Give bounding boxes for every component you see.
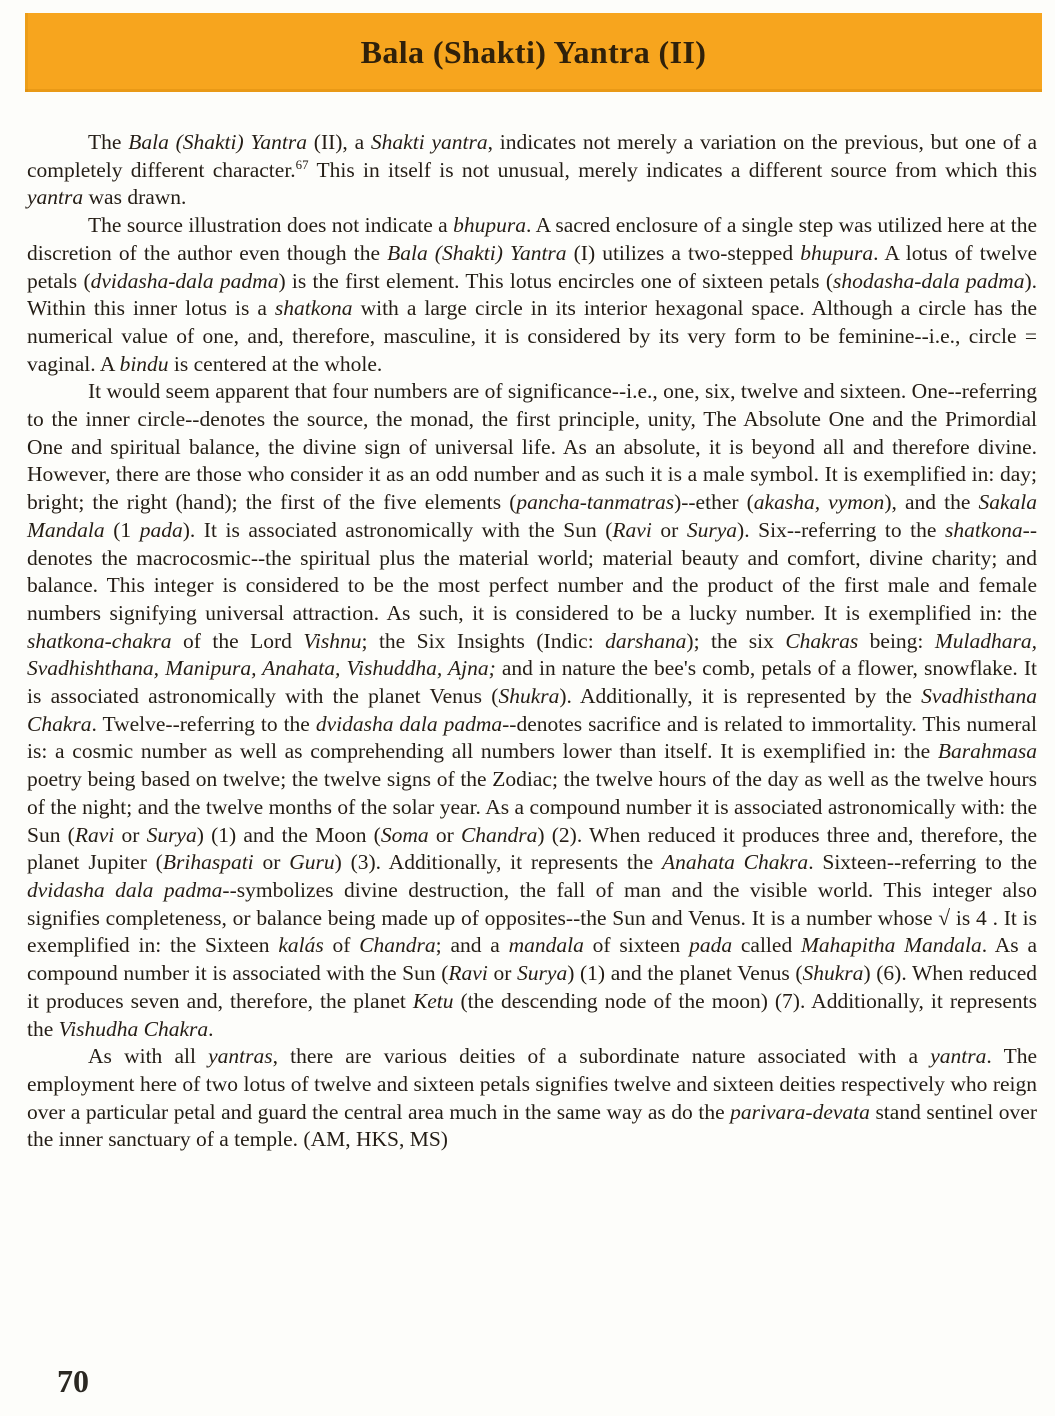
page-title: Bala (Shakti) Yantra (II) bbox=[360, 34, 707, 70]
text-run: Barahmasa bbox=[937, 739, 1037, 764]
text-run: Bala (Shakti) Yantra bbox=[128, 130, 308, 154]
text-run: --denotes the macrocosmic--the spiritual plus the material world; material beauty and comfort, divine charity; and balance. This integer is considered to be the most perfect number and the product of the first male and female numbers signifying universal attraction. As such, it is considered to be a lucky number. It is exemplified in: the bbox=[27, 517, 1037, 625]
text-run: ) is the first element. This lotus encircles one of sixteen petals ( bbox=[278, 268, 834, 293]
text-run: stand sentinel over the inner sanctuary of a temple. (AM, HKS, MS) bbox=[27, 1099, 1037, 1152]
text-run: ), and the bbox=[884, 490, 979, 515]
text-run: (II), a bbox=[307, 130, 371, 154]
text-run: yantras bbox=[208, 1044, 273, 1069]
text-run: As with all bbox=[88, 1044, 209, 1069]
text-run: . bbox=[208, 1016, 214, 1041]
text-run: dvidasha dala padma bbox=[27, 877, 223, 902]
text-run: Shukra bbox=[802, 961, 864, 986]
text-run: poetry being based on twelve; the twelve signs of the Zodiac; the twelve hours of the day as well as the twelve hours of the night; and the twelve months of the solar year. As a compound number it is associated astronomically with: the Sun ( bbox=[27, 767, 1037, 847]
text-run: --symbolizes divine destruction, the fall of man and the visible world. This integer also signifies completeness, or balance being made up of opposites--the Sun and Venus. It is a number whose √ is 4 . It is exemplified in: the Sixteen bbox=[27, 877, 1037, 958]
text-run: Bala (Shakti) Yantra bbox=[387, 240, 567, 265]
text-run: Shakti yantra bbox=[370, 130, 488, 154]
text-run: shatkona-chakra bbox=[27, 628, 172, 653]
text-run: Svadhisthana Chakra bbox=[27, 684, 1037, 736]
text-run: (the descending node of the moon) (7). Additionally, it represents the bbox=[27, 988, 1037, 1041]
text-run: or bbox=[114, 822, 147, 847]
text-run: Ketu bbox=[412, 988, 454, 1013]
text-run: called bbox=[732, 933, 801, 958]
page-number: 70 bbox=[57, 1363, 89, 1399]
paragraph bbox=[27, 378, 1037, 1043]
text-run: ; the Six Insights (Indic: bbox=[361, 628, 606, 653]
text-run: of bbox=[323, 933, 360, 958]
text-run: Guru bbox=[289, 850, 335, 875]
text-run: . A sacred enclosure of a single step was utilized here at the discretion of the author even though the bbox=[27, 213, 1037, 265]
body-text bbox=[27, 129, 1037, 1154]
text-run: darshana bbox=[605, 628, 687, 653]
text-run: Soma bbox=[380, 822, 429, 847]
text-run: ); the six bbox=[686, 628, 786, 653]
text-run: Anahata Chakra bbox=[662, 850, 809, 875]
text-run: Mahapitha Mandala bbox=[801, 933, 982, 958]
text-run: dvidasha-dala padma bbox=[90, 268, 279, 293]
text-run: ) (3). Additionally, it represents the bbox=[334, 850, 662, 875]
text-run: ) (1) and the planet Venus ( bbox=[567, 961, 803, 986]
text-run: akasha, vymon bbox=[753, 490, 885, 515]
footnote-reference: 67 bbox=[295, 157, 309, 172]
text-run: Ravi bbox=[612, 517, 652, 542]
text-run: of the Lord bbox=[171, 628, 304, 653]
text-run: Surya bbox=[146, 822, 197, 847]
text-run: This in itself is not unusual, merely indicates a different source from which this bbox=[308, 157, 1037, 182]
text-run: ) (2). When reduced it produces three and, therefore, the planet Jupiter ( bbox=[27, 822, 1037, 875]
text-run: Surya bbox=[517, 961, 568, 986]
text-run: bhupura bbox=[800, 240, 874, 265]
text-run: ; and a bbox=[435, 933, 509, 958]
text-run: or bbox=[487, 961, 518, 986]
text-run: --denotes sacrifice and is related to immortality. This numeral is: a cosmic number as well as comprehending all numbers lower than itself. It is exemplified in: the bbox=[27, 711, 1037, 764]
text-run: being: bbox=[858, 628, 935, 653]
chapter-title-banner bbox=[25, 13, 1042, 92]
text-run: , indicates not merely a variation on the previous, but one of a completely different character. bbox=[27, 130, 1037, 182]
text-run: with a large circle in its interior hexagonal space. Although a circle has the numerical value of one, and, therefore, masculine, it is considered by its very form to be feminine--i.e., circle = vaginal. A bbox=[27, 296, 1037, 376]
paragraph bbox=[27, 129, 1037, 212]
text-run: of sixteen bbox=[583, 933, 690, 958]
text-run: Vishnu bbox=[303, 628, 362, 653]
text-run: . The employment here of two lotus of twelve and sixteen petals signifies twelve and sixteen deities respectively who reign over a particular petal and guard the central area much in the same way as do the bbox=[27, 1044, 1037, 1124]
text-run: pada bbox=[139, 517, 183, 542]
text-run: yantra bbox=[930, 1044, 987, 1069]
text-run: parivara-devata bbox=[730, 1099, 870, 1124]
text-run: shodasha-dala padma bbox=[833, 268, 1025, 293]
text-run: is centered at the whole. bbox=[168, 351, 383, 376]
text-run: dvidasha dala padma bbox=[315, 711, 503, 736]
text-run: bhupura bbox=[453, 213, 526, 238]
text-run: Sakala Mandala bbox=[27, 490, 1037, 542]
text-run: was drawn. bbox=[83, 185, 187, 210]
text-run: Chandra bbox=[359, 933, 436, 958]
text-run: (I) utilizes a two-stepped bbox=[566, 240, 801, 265]
paragraph bbox=[27, 212, 1037, 378]
text-run: (1 bbox=[104, 517, 140, 542]
text-run: pancha-tanmatras bbox=[516, 490, 675, 515]
text-run: . Sixteen--referring to the bbox=[808, 850, 1038, 875]
text-run: kalás bbox=[278, 933, 324, 958]
text-run: ). Within this inner lotus is a bbox=[27, 268, 1037, 321]
text-run: Shukra bbox=[498, 684, 560, 709]
text-run: Muladhara, Svadhishthana, Manipura, Anahata, Vishuddha, Ajna; bbox=[27, 628, 1037, 681]
text-run: The bbox=[88, 130, 129, 154]
text-run: . A lotus of twelve petals ( bbox=[27, 240, 1038, 293]
text-run: or bbox=[253, 850, 290, 875]
text-run: or bbox=[428, 822, 461, 847]
text-run: mandala bbox=[508, 933, 584, 958]
text-run: ) (1) and the Moon ( bbox=[196, 822, 381, 847]
text-run: or bbox=[651, 517, 687, 542]
text-run: The source illustration does not indicate a bbox=[88, 213, 454, 238]
text-run: and in nature the bee's comb, petals of a flower, snowflake. It is associated astronomically with the planet Venus ( bbox=[27, 656, 1037, 709]
text-run: )--ether ( bbox=[674, 490, 754, 515]
text-run: Ravi bbox=[448, 961, 488, 986]
text-run: Ravi bbox=[74, 822, 115, 847]
text-run: ) (6). When reduced it produces seven and, therefore, the planet bbox=[27, 961, 1037, 1013]
text-run: ). It is associated astronomically with the Sun ( bbox=[182, 517, 613, 542]
text-run: ). Additionally, it is represented by the bbox=[559, 684, 922, 709]
text-run: shatkona bbox=[945, 517, 1023, 542]
text-run: ). Six--referring to the bbox=[737, 517, 946, 542]
text-run: Brihaspati bbox=[162, 850, 254, 875]
text-run: pada bbox=[689, 933, 733, 958]
text-run: , there are various deities of a subordinate nature associated with a bbox=[272, 1044, 931, 1069]
text-run: Surya bbox=[686, 517, 738, 542]
text-run: shatkona bbox=[274, 296, 353, 321]
text-run: . As a compound number it is associated with the Sun ( bbox=[27, 933, 1038, 986]
text-run: . Twelve--referring to the bbox=[91, 711, 316, 736]
text-run: Chakras bbox=[785, 628, 859, 653]
text-run: Chandra bbox=[460, 822, 538, 847]
text-run: Vishudha Chakra bbox=[58, 1016, 209, 1041]
text-run: bindu bbox=[119, 351, 169, 376]
paragraph bbox=[27, 1043, 1037, 1154]
text-run: yantra bbox=[27, 185, 84, 210]
text-run: It would seem apparent that four numbers are of significance--i.e., one, six, twelve and sixteen. One--referring to the inner circle--denotes the source, the monad, the first principle, unity, The Absolute One and the Primordial One and spiritual balance, the divine sign of universal life. As an absolute, it is beyond all and therefore divine. However, there are those who consider it as an odd number and as such it is a male symbol. It is exemplified in: day; bright; the right (hand); the first of the five elements ( bbox=[27, 379, 1037, 515]
